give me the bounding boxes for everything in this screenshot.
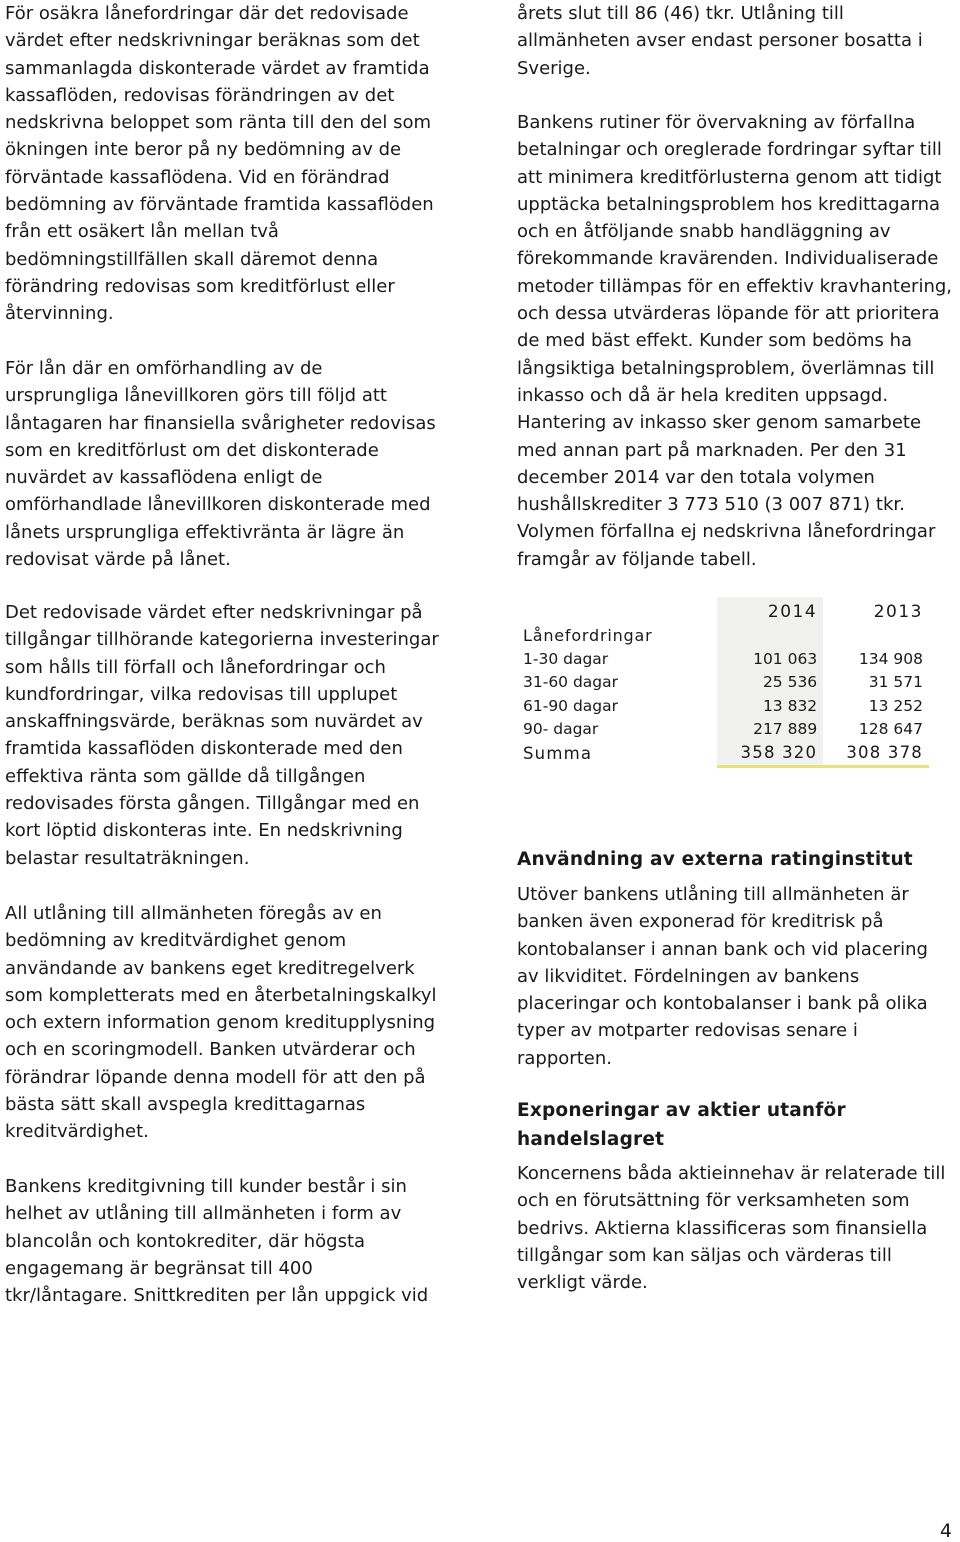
paragraph-renegotiated-loans: För lån där en omförhandling av de ursprungliga lånevillkoren görs till följd att låntagaren har finansiella svårigheter redovisas som en kreditförlust om det diskonterade nuvärdet av kassaflödena enligt de omförhandlade lånevillkoren diskonterade med lånets ursprungliga effektivränta är lägre än redovisat värde på lånet.	[5, 358, 436, 571]
group-empty-2014	[717, 624, 823, 647]
group-label-lanefordringar: Lånefordringar	[523, 626, 653, 646]
total-value-2013: 308 378	[823, 741, 929, 766]
row-value-2013: 31 571	[868, 673, 923, 692]
table-total-row	[517, 741, 929, 766]
row-label: 31-60 dagar	[523, 673, 619, 692]
row-value-2014: 101 063	[717, 648, 823, 671]
paragraph-average-credit: årets slut till 86 (46) tkr. Utlåning till allmänheten avser endast personer bosatta i Sverige.	[517, 3, 923, 79]
row-value-2013: 128 647	[858, 720, 923, 739]
table-group-row	[517, 624, 929, 647]
row-value-2014: 13 832	[717, 695, 823, 718]
table-header-row	[517, 597, 929, 624]
row-label: 1-30 dagar	[523, 649, 609, 668]
table-header-empty	[517, 597, 717, 624]
column-header-2013: 2013	[873, 602, 923, 622]
heading-share-exposures: Exponeringar av aktier utanför handelslagret	[517, 1100, 846, 1150]
paragraph-share-exposures: Koncernens båda aktieinnehav är relaterade till och en förutsättning för verksamheten som bedrivs. Aktierna klassificeras som finansiella tillgångar som kan säljas och värderas till verkligt värde.	[517, 1163, 946, 1294]
table-row	[517, 695, 929, 718]
total-label: Summa	[523, 744, 593, 764]
page-number: 4	[939, 1520, 952, 1542]
row-value-2013: 134 908	[858, 649, 923, 668]
paragraph-impaired-receivables: För osäkra lånefordringar där det redovisade värdet efter nedskrivningar beräknas som det sammanlagda diskonterade värdet av framtida kassaflöden, redovisas förändringen av det nedskrivna beloppet som ränta till den del som ökningen inte beror på ny bedömning av de förväntade kassaflödena. Vid en förändrad bedömning av förväntade framtida kassaflöden från ett osäkert lån mellan två bedömningstillfällen skall däremot denna förändring redovisas som kreditförlust eller återvinning.	[5, 3, 434, 325]
paragraph-external-rating: Utöver bankens utlåning till allmänheten är banken även exponerad för kreditrisk på kontobalanser i annan bank och vid placering av likviditet. Fördelningen av bankens placeringar och kontobalanser i bank på olika typer av motparter redovisas senare i rapporten.	[517, 884, 928, 1069]
table-row	[517, 648, 929, 671]
table-row	[517, 718, 929, 741]
row-value-2014: 217 889	[717, 718, 823, 741]
row-label: 61-90 dagar	[523, 696, 619, 715]
group-empty-2013	[823, 624, 929, 647]
row-label: 90- dagar	[523, 720, 599, 739]
paragraph-monitoring-routines: Bankens rutiner för övervakning av förfallna betalningar och oreglerade fordringar syftar till att minimera kreditförlusterna genom att tidigt upptäcka betalningsproblem hos kredittagarna och en åtföljande snabb handläggning av förekommande kravärenden. Individualiserade metoder tillämpas för en effektiv kravhantering, och dessa utvärderas löpande för att prioritera de med bäst effekt. Kunder som bedöms ha långsiktiga betalningsproblem, överlämnas till inkasso och då är hela krediten uppsagd. Hantering av inkasso sker genom samarbete med annan part på marknaden. Per den 31 december 2014 var den totala volymen hushållskrediter 3 773 510 (3 007 871) tkr. Volymen förfallna ej nedskrivna lånefordringar framgår av följande tabell.	[517, 112, 953, 570]
row-value-2013: 13 252	[868, 696, 923, 715]
table-row	[517, 671, 929, 694]
paragraph-credit-granting: Bankens kreditgivning till kunder består i sin helhet av utlåning till allmänheten i form av blancolån och kontokrediter, där högsta engagemang är begränsat till 400 tkr/låntagare. Snittkrediten per lån uppgick vid	[5, 1176, 429, 1307]
row-value-2014: 25 536	[717, 671, 823, 694]
paragraph-carrying-amount: Det redovisade värdet efter nedskrivningar på tillgångar tillhörande kategorierna investeringar som hålls till förfall och lånefordringar och kundfordringar, vilka redovisas till upplupet anskaffningsvärde, beräknas som nuvärdet av framtida kassaflöden diskonterade med den effektiva ränta som gällde då tillgången redovisades första gången. Tillgångar med en kort löptid diskonteras inte. En nedskrivning belastar resultaträkningen.	[5, 602, 439, 869]
column-header-2014: 2014	[717, 597, 823, 624]
paragraph-credit-assessment: All utlåning till allmänheten föregås av en bedömning av kreditvärdighet genom användande av bankens eget kreditregelverk som kompletterats med en återbetalningskalkyl och extern information genom kreditupplysning och en scoringmodell. Banken utvärderar och förändrar löpande denna modell för att den på bästa sätt skall avspegla kredittagarnas kreditvärdighet.	[5, 903, 437, 1143]
heading-external-rating: Användning av externa ratinginstitut	[517, 849, 913, 870]
overdue-loans-table	[517, 597, 929, 768]
total-value-2014: 358 320	[717, 741, 823, 766]
